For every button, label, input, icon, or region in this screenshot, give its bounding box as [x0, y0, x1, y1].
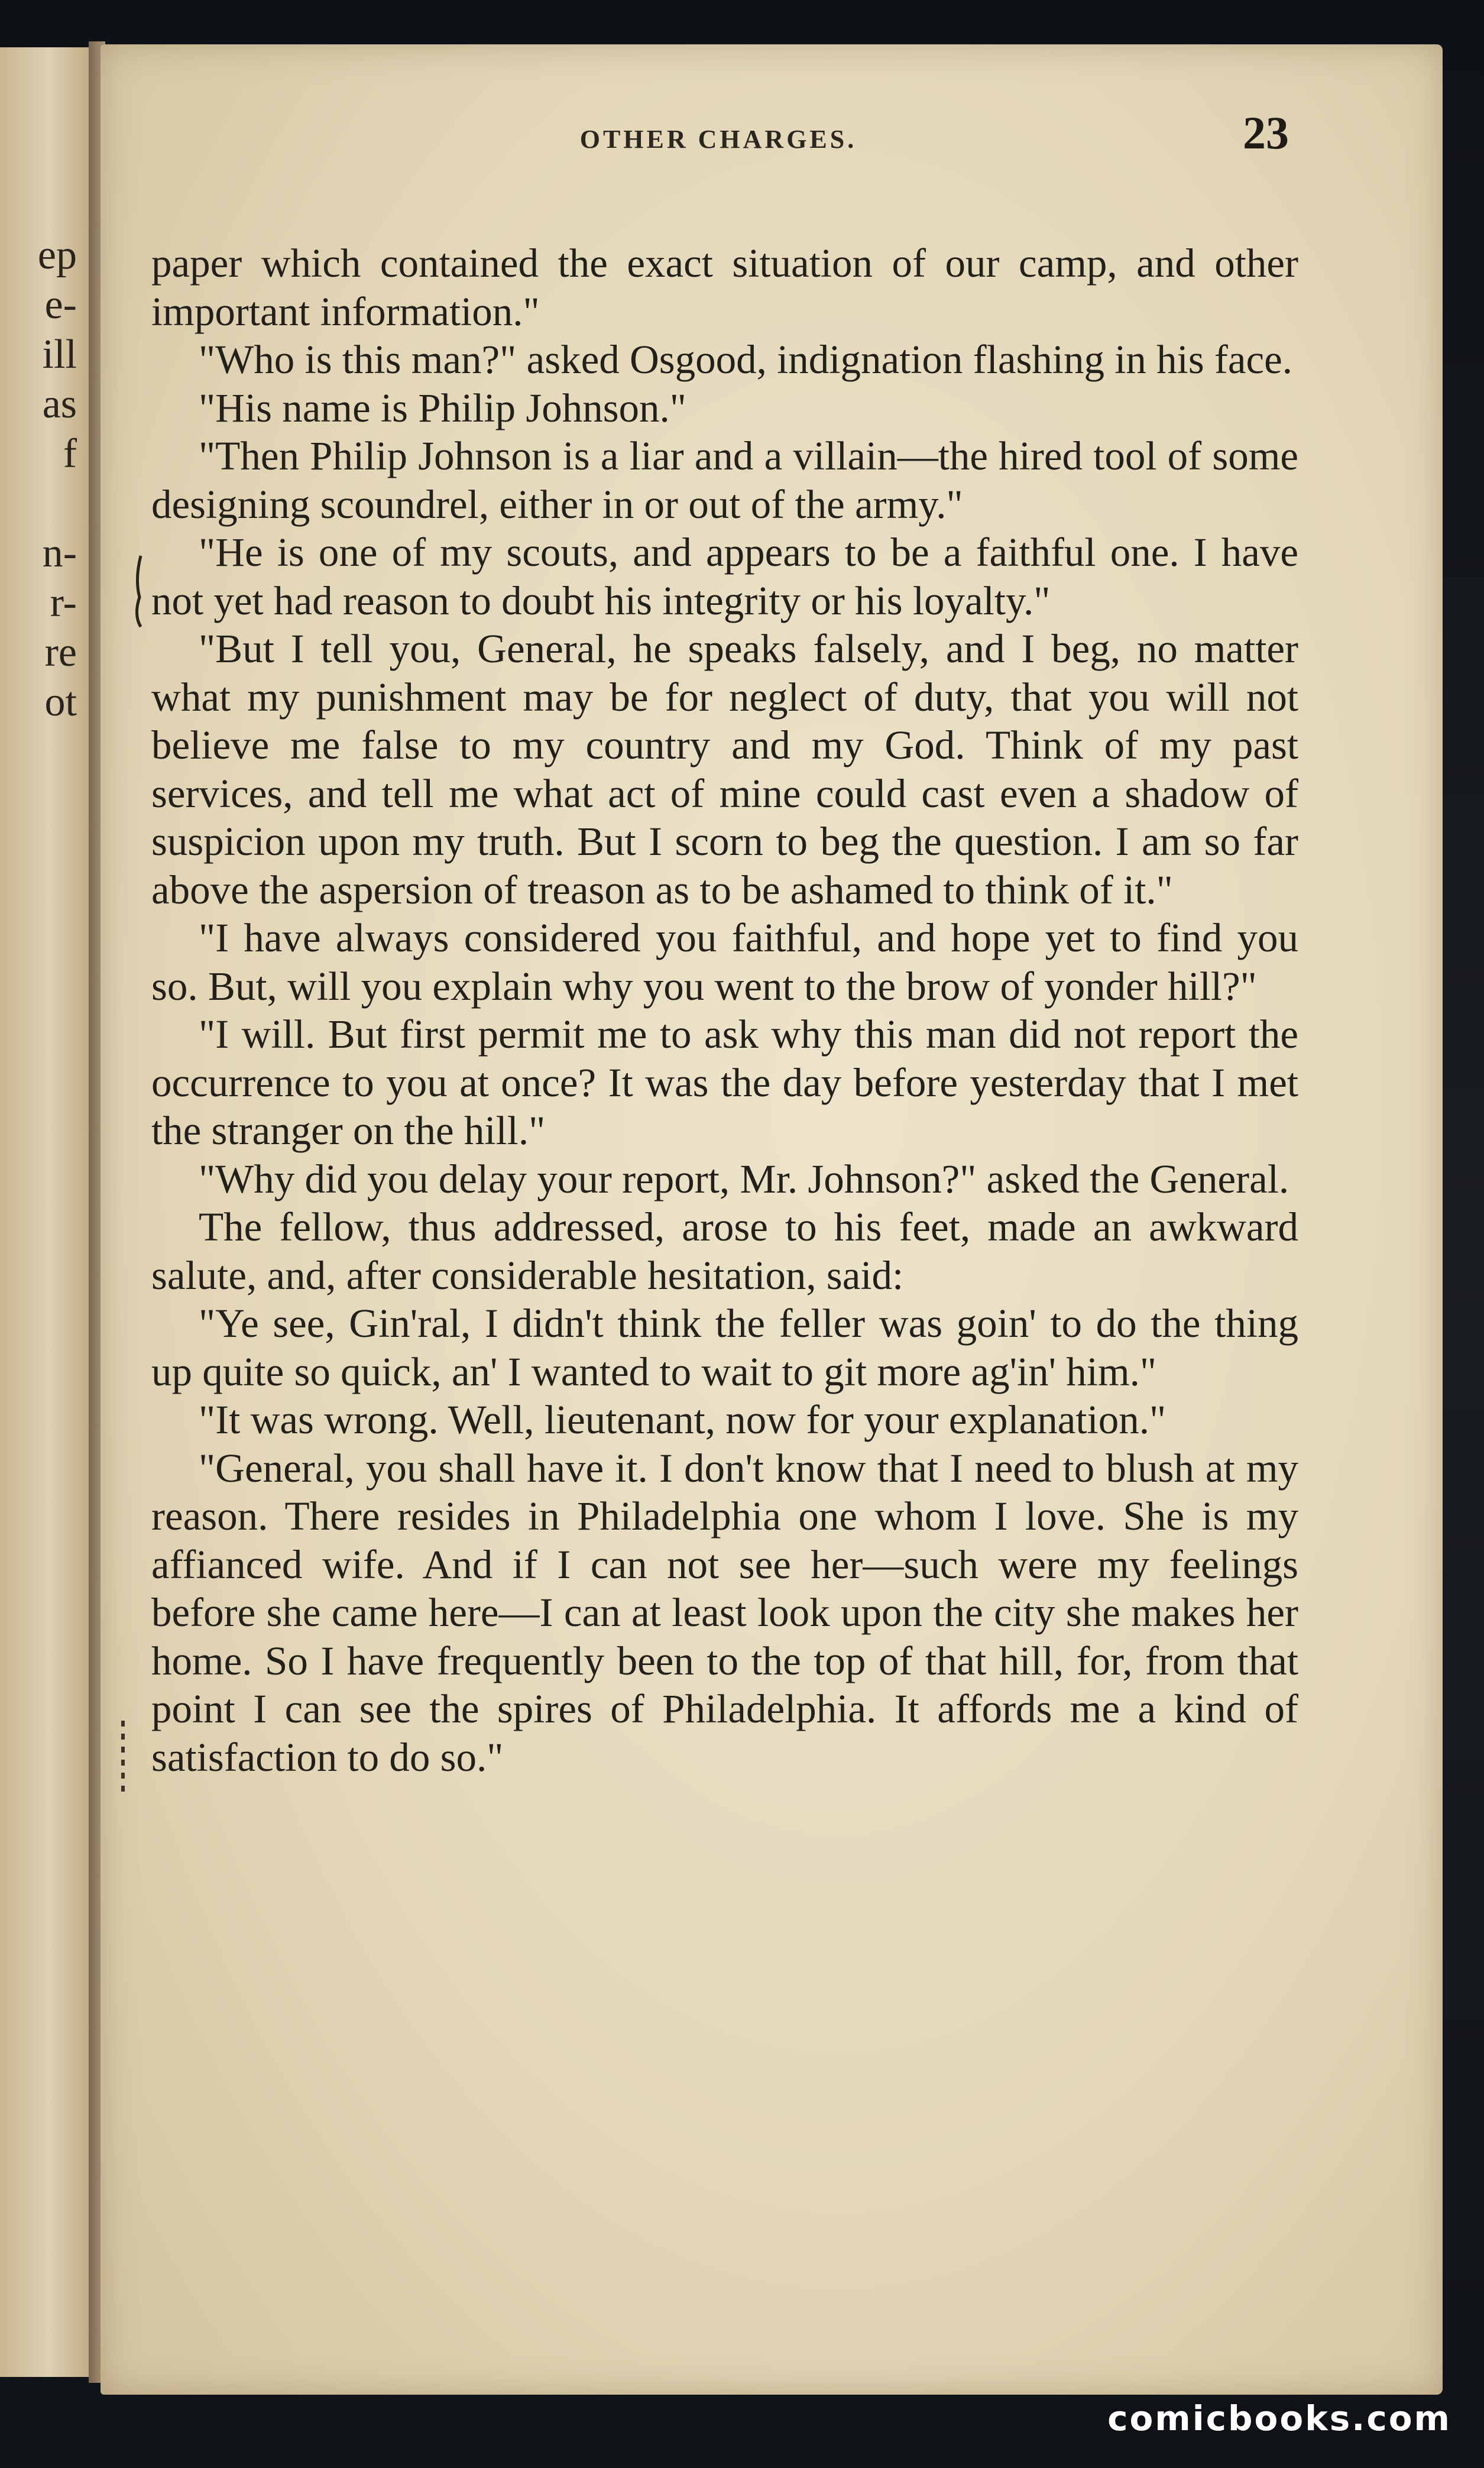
page-body — [151, 239, 1298, 1782]
running-head — [142, 106, 1295, 166]
paragraph: "I will. But first permit me to ask why this man did not report the occurrence to you at once? It was the day before yesterday that I met the stranger on the hill." — [151, 1012, 1298, 1153]
watermark: comicbooks.com — [1107, 2398, 1451, 2438]
left-page-fragments — [0, 231, 89, 727]
paragraph: "Who is this man?" asked Osgood, indignation flashing in his face. — [199, 337, 1293, 382]
paragraph: "But I tell you, General, he speaks falsely, and I beg, no matter what my punishment may be for neglect of duty, that you will not believe me false to my country and my God. Think of my past services, and tell me what act of mine could cast even a shadow of suspicion upon my truth. But I scorn to beg the question. I am so far above the aspersion of treason as to be ashamed to think of it." — [151, 626, 1298, 912]
paragraph: "He is one of my scouts, and appears to be a faithful one. I have not yet had reason to doubt his integrity or his loyalty." — [151, 530, 1298, 623]
left-page-edge — [0, 47, 89, 2377]
paragraph: The fellow, thus addressed, arose to his feet, made an awkward salute, and, after considerable hesitation, said: — [151, 1204, 1298, 1298]
paragraph: "Then Philip Johnson is a liar and a villain—the hired tool of some designing scoundrel, either in or out of the army." — [151, 433, 1298, 527]
left-fragment-line — [0, 479, 77, 529]
left-fragment-line: as — [42, 381, 77, 427]
paragraph: "General, you shall have it. I don't know that I need to blush at my reason. There resides in Philadelphia one whom I love. She is my affianced wife. And if I can not see her—such were my feelings before she came here—I can at least look upon the city she makes her home. So I have frequently been to the top of that hill, for, from that point I can see the spires of Philadelphia. It affords me a kind of satisfaction to do so." — [151, 1445, 1298, 1780]
paragraph: "Why did you delay your report, Mr. Johnson?" asked the General. — [199, 1156, 1289, 1201]
left-fragment-line: ill — [42, 332, 77, 377]
left-fragment-line: r- — [50, 580, 77, 626]
page-number: 23 — [1243, 107, 1289, 158]
left-fragment-line: e- — [44, 282, 77, 328]
left-fragment-line: re — [44, 630, 77, 675]
paragraph: paper which contained the exact situation of our camp, and other important information." — [151, 241, 1298, 334]
left-fragment-line: f — [63, 431, 77, 477]
running-title: OTHER CHARGES. — [579, 125, 857, 154]
left-fragment-line: ot — [44, 679, 77, 725]
left-fragment-line: n- — [42, 530, 77, 576]
left-fragment-line: ep — [37, 232, 77, 278]
paragraph: "I have always considered you faithful, and hope yet to find you so. But, will you explain why you went to the brow of yonder hill?" — [151, 915, 1298, 1009]
paragraph: "His name is Philip Johnson." — [199, 385, 686, 430]
paragraph: "Ye see, Gin'ral, I didn't think the feller was goin' to do the thing up quite so quick, an' I wanted to wait to git more ag'in' him." — [151, 1301, 1298, 1394]
paragraph: "It was wrong. Well, lieutenant, now for your explanation." — [199, 1397, 1167, 1442]
